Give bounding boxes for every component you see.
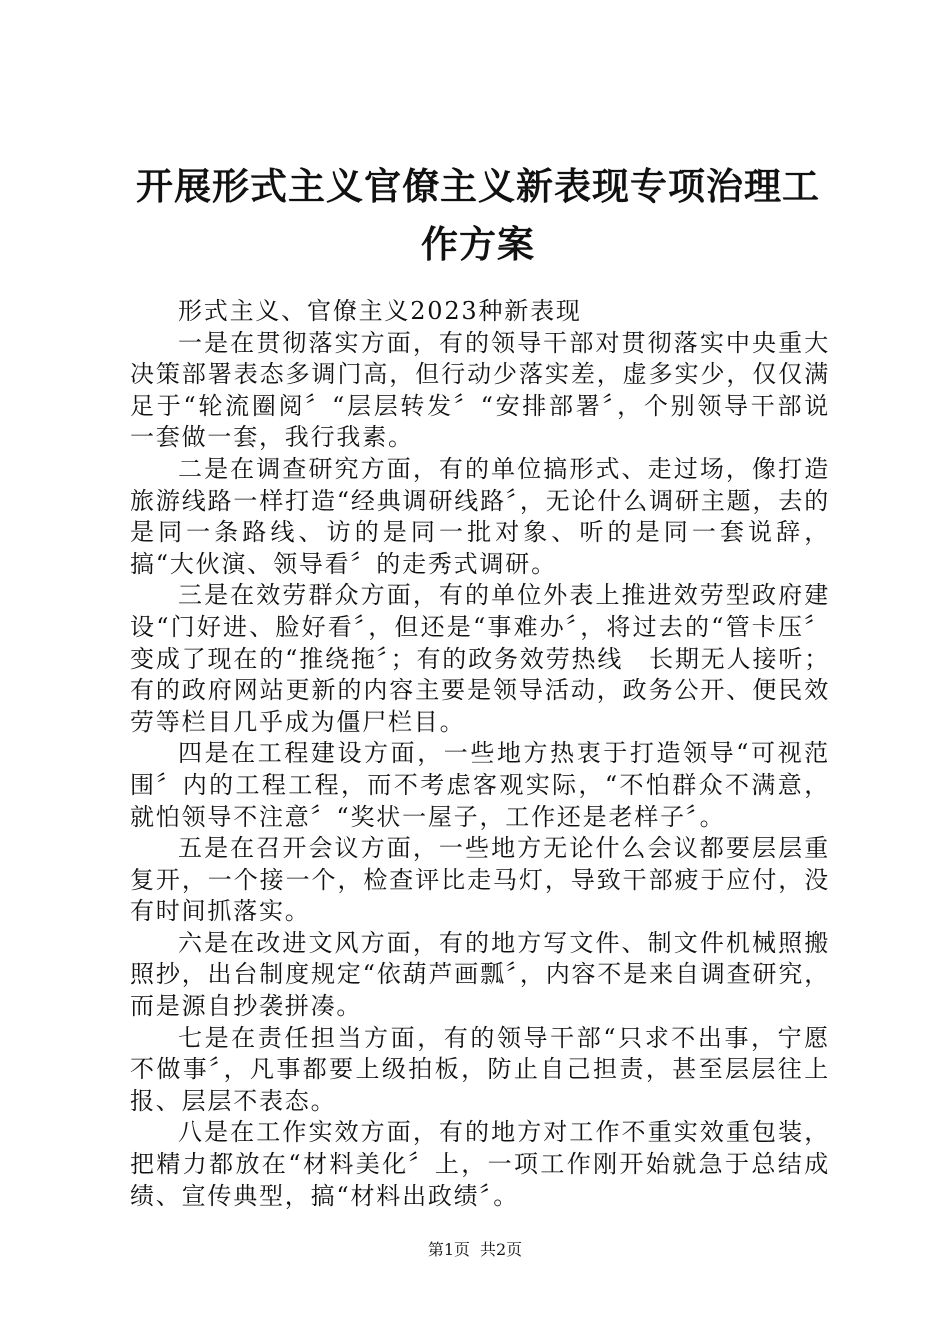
page-total: 共2页 (480, 1240, 523, 1259)
body-paragraph: 一是在贯彻落实方面，有的领导干部对贯彻落实中央重大决策部署表态多调门高，但行动少落实差，虚多实少，仅仅满足于“轮流圈阅〞“层层转发〞“安排部署〞，个别领导干部说一套做一套，我行我素。 (130, 328, 830, 452)
body-paragraph: 四是在工程建设方面，一些地方热衷于打造领导“可视范围〞内的工程工程，而不考虑客观实际，“不怕群众不满意，就怕领导不注意〞“奖状一屋子，工作还是老样子〞。 (130, 739, 830, 831)
body-paragraph: 形式主义、官僚主义2023种新表现 (178, 297, 582, 325)
body-paragraph: 二是在调查研究方面，有的单位搞形式、走过场，像打造旅游线路一样打造“经典调研线路〞，无论什么调研主题，去的是同一条路线、访的是同一批对象、听的是同一套说辞，搞“大伙演、领导看〞的走秀式调研。 (130, 454, 830, 578)
body-paragraph: 五是在召开会议方面，一些地方无论什么会议都要层层重复开，一个接一个，检查评比走马灯，导致干部疲于应付，没有时间抓落实。 (130, 834, 830, 926)
body-paragraph: 三是在效劳群众方面，有的单位外表上推进效劳型政府建设“门好进、脸好看〞，但还是“事难办〞，将过去的“管卡压〞变成了现在的“推绕拖〞；有的政务效劳热线 长期无人接听；有的政府网站更新的内容主要是领导活动，政务公开、便民效劳等栏目几乎成为僵尸栏目。 (130, 581, 830, 736)
page-number: 第1页 (427, 1240, 470, 1259)
body-paragraph: 八是在工作实效方面，有的地方对工作不重实效重包装，把精力都放在“材料美化〞上，一项工作刚开始就急于总结成绩、宣传典型，搞“材料出政绩〞。 (130, 1118, 830, 1210)
page-footer (0, 1240, 950, 1260)
document-title: 开展形式主义官僚主义新表现专项治理工作方案 (136, 165, 820, 266)
body-paragraph: 六是在改进文风方面，有的地方写文件、制文件机械照搬照抄，出台制度规定“依葫芦画瓢〞，内容不是来自调查研究，而是源自抄袭拼凑。 (130, 928, 830, 1021)
body-paragraph: 七是在责任担当方面，有的领导干部“只求不出事，宁愿不做事〞，凡事都要上级拍板，防止自己担责，甚至层层往上报、层层不表态。 (130, 1023, 830, 1115)
document-body (130, 296, 830, 1212)
